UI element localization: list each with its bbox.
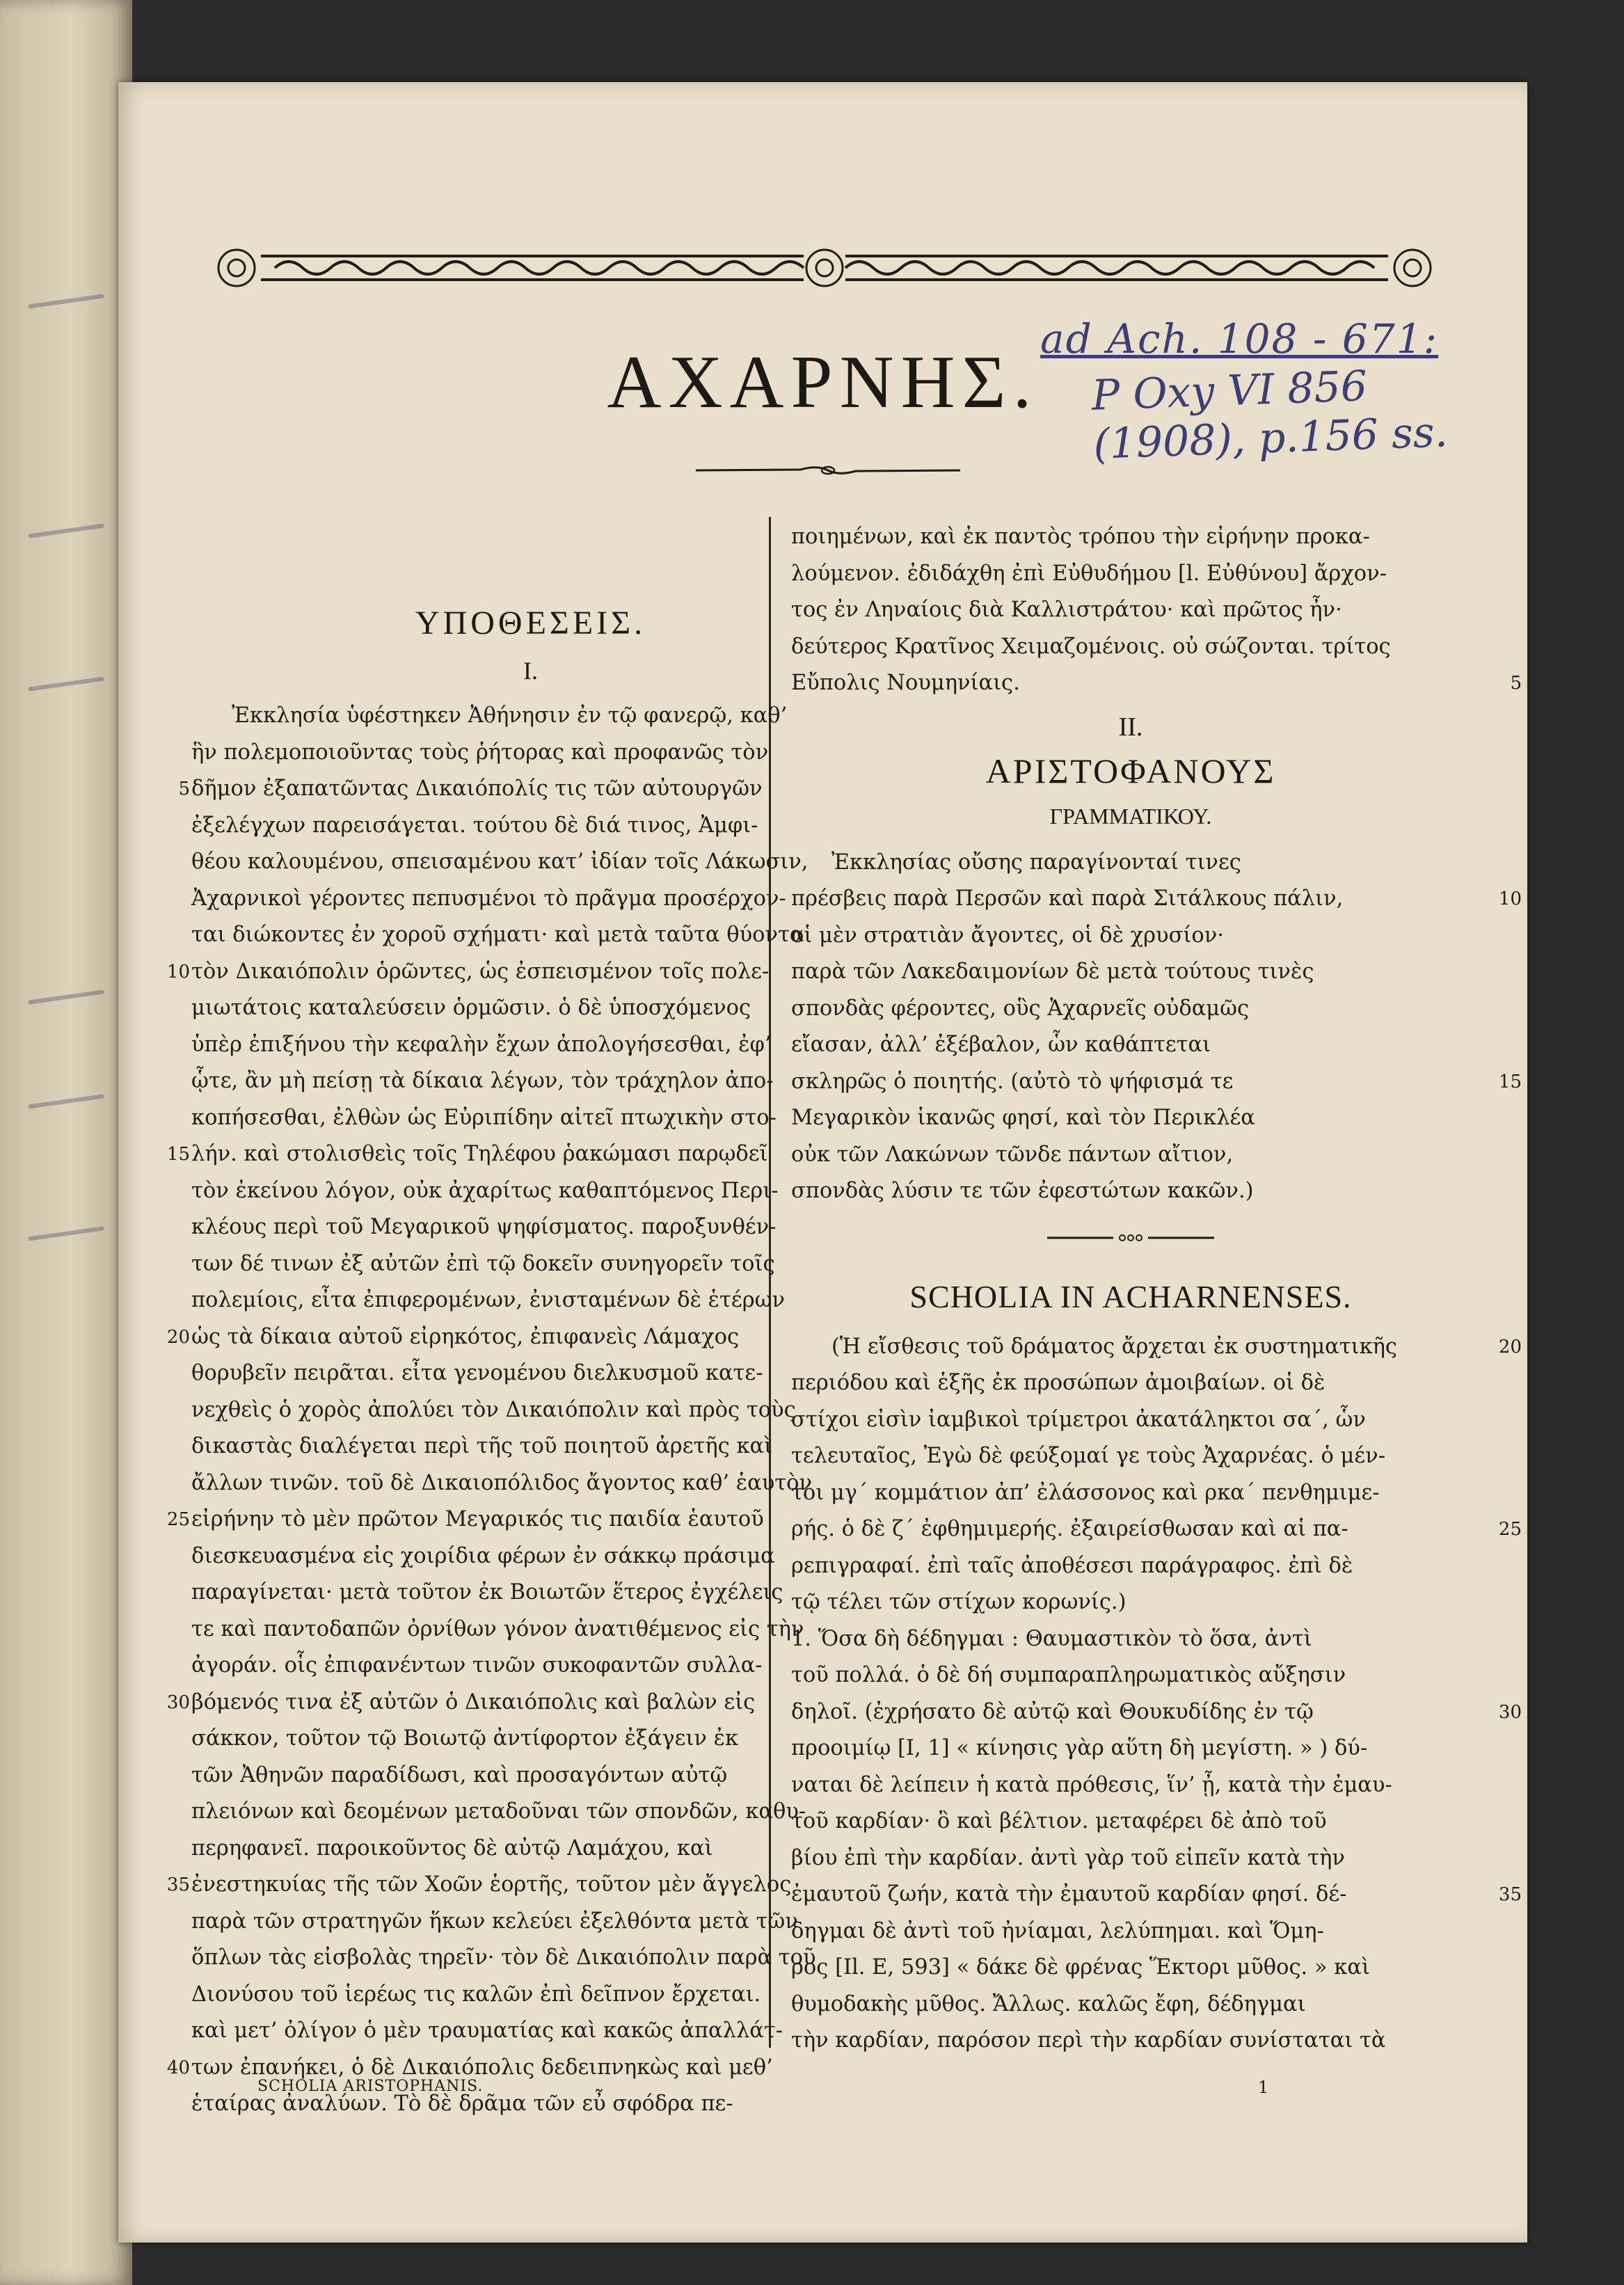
text-line xyxy=(191,1721,821,1758)
line-text: δεύτερος Κρατῖνος Χειμαζομένοις. οὐ σώζονται. τρίτος xyxy=(791,634,1391,659)
line-text: τε καὶ παντοδαπῶν ὀρνίθων γόνον ἀνατιθέμενος εἰς τὴν xyxy=(191,1616,804,1641)
line-text: σκληρῶς ὁ ποιητής. (αὐτὸ τὸ ψήφισμά τε xyxy=(791,1069,1234,1094)
line-text: τῶν Ἀθηνῶν παραδίδωσι, καὶ προσαγόντων αὐτῷ xyxy=(191,1762,728,1788)
text-line xyxy=(166,954,821,991)
left-column xyxy=(166,513,821,2123)
line-text: Ἐκκλησίας οὔσης παραγίνονταί τινες xyxy=(831,850,1241,875)
line-text: ὡς τὰ δίκαια αὐτοῦ εἰρηκότος, ἐπιφανεὶς Λάμαχος xyxy=(191,1324,740,1349)
handwritten-note: P Oxy VI 856 (1908), p.156 ss. xyxy=(1090,362,1449,469)
line-text: θυμοδακὴς μῦθος. Ἄλλως. καλῶς ἔφη, δέδηγμαι xyxy=(791,1991,1306,2016)
text-line xyxy=(791,1913,1486,1950)
line-text: κοπήσεσθαι, ἐλθὼν ὡς Εὐριπίδην αἰτεῖ πτωχικὴν στο- xyxy=(191,1105,777,1130)
text-line xyxy=(791,881,1522,918)
text-line xyxy=(191,1355,821,1392)
text-line xyxy=(191,1648,821,1685)
line-text: τὴν καρδίαν, παρόσον περὶ τὴν καρδίαν συνίσταται τὰ xyxy=(791,2028,1386,2053)
line-text: ται διώκοντες ἐν χοροῦ σχήματι· καὶ μετὰ ταῦτα θύοντα xyxy=(191,923,804,947)
line-text: παρὰ τῶν Λακεδαιμονίων δὲ μετὰ τούτους τινὲς xyxy=(791,960,1314,984)
line-text: τὸν Δικαιόπολιν ὁρῶντες, ὡς ἐσπεισμένον τοῖς πολε- xyxy=(191,959,770,984)
line-text: περηφανεῖ. παροικοῦντος δὲ αὐτῷ Λαμάχου, καὶ xyxy=(191,1836,713,1861)
text-line xyxy=(791,1694,1522,1731)
text-line xyxy=(791,519,1486,556)
hypothesis-continued xyxy=(776,519,1522,702)
line-text: πολεμίοις, εἶτα ἐπιφερομένων, ἐνισταμένων δὲ ἑτέρων xyxy=(191,1288,786,1312)
line-number: 35 xyxy=(166,1874,190,1895)
page-title: ΑΧΑΡΝΗΣ. xyxy=(607,341,1039,424)
line-text: Μεγαρικὸν ἱκανῶς φησί, καὶ τὸν Περικλέα xyxy=(791,1106,1255,1130)
line-number: 40 xyxy=(166,2057,190,2078)
line-text: των ἐπανήκει, ὁ δὲ Δικαιόπολις δεδειπνηκὼς καὶ μεθ’ xyxy=(191,2055,773,2080)
handwritten-note: ad Ach. 108 - 671: xyxy=(1040,315,1439,363)
line-number: 25 xyxy=(1498,1519,1522,1540)
line-text: καὶ μετ’ ὀλίγον ὁ μὲν τραυματίας καὶ κακῶς ἀπαλλάτ- xyxy=(191,2019,783,2043)
line-text: ἑταίρας ἀναλύων. Τὸ δὲ δρᾶμα τῶν εὖ σφόδρα πε- xyxy=(191,2092,733,2116)
margin-mark xyxy=(28,1094,104,1108)
text-line xyxy=(791,1804,1486,1840)
text-line xyxy=(191,1282,821,1319)
text-line xyxy=(791,1657,1486,1694)
text-line xyxy=(166,1502,821,1538)
text-line xyxy=(791,1877,1522,1913)
text-line xyxy=(791,556,1486,593)
section-heading: ΥΠΟΘΕΣΕΙΣ. xyxy=(415,605,646,642)
text-line xyxy=(191,1977,821,2014)
line-text: Διονύσου τοῦ ἱερέως τις καλῶν ἐπὶ δεῖπνον ἔρχεται. xyxy=(191,1982,761,2007)
text-line xyxy=(791,1365,1486,1402)
text-line xyxy=(191,1027,821,1064)
line-text: ἐμαυτοῦ ζωήν, κατὰ τὴν ἐμαυτοῦ καρδίαν φησί. δέ- xyxy=(791,1882,1347,1906)
line-text: νεχθεὶς ὁ χορὸς ἀπολύει τὸν Δικαιόπολιν καὶ πρὸς τοὺς xyxy=(191,1397,796,1422)
text-line xyxy=(791,1100,1486,1137)
text-line xyxy=(191,1209,821,1246)
line-text: Ἀχαρνικοὶ γέροντες πεπυσμένοι τὸ πρᾶγμα προσέρχον- xyxy=(191,886,786,911)
text-line xyxy=(791,1621,1486,1658)
line-text: ὅπλων τὰς εἰσβολὰς τηρεῖν· τὸν δὲ Δικαιόπολιν παρὰ τοῦ xyxy=(191,1945,816,1970)
line-text: ποιημένων, καὶ ἐκ παντὸς τρόπου τὴν εἰρήνην προκα- xyxy=(791,525,1370,549)
line-text: παρὰ τῶν στρατηγῶν ἥκων κελεύει ἐξελθόντα μετὰ τῶν xyxy=(191,1909,798,1934)
line-text: Ἐκκλησία ὑφέστηκεν Ἀθήνησιν ἐν τῷ φανερῷ, καθ’ xyxy=(232,703,788,728)
line-number: 5 xyxy=(178,779,190,799)
title-rule xyxy=(696,463,960,477)
text-line xyxy=(791,1475,1486,1512)
line-text: περιόδου καὶ ἑξῆς ἐκ προσώπων ἀμοιβαίων. οἱ δὲ xyxy=(791,1371,1326,1395)
line-text: εἴασαν, ἀλλ’ ἐξέβαλον, ὧν καθάπτεται xyxy=(791,1033,1211,1057)
verse-argument xyxy=(776,845,1522,1210)
margin-mark xyxy=(28,523,104,538)
line-text: οἱ μὲν στρατιὰν ἄγοντες, οἱ δὲ χρυσίον· xyxy=(791,923,1224,948)
right-column xyxy=(776,519,1522,2060)
ornamental-border xyxy=(212,244,1437,292)
line-number: 5 xyxy=(1510,673,1522,694)
text-line xyxy=(191,917,821,954)
text-line xyxy=(191,881,821,918)
scholia-heading: SCHOLIA IN ACHARNENSES. xyxy=(909,1278,1352,1314)
line-text: ὑπὲρ ἐπιξήνου τὴν κεφαλὴν ἔχων ἀπολογήσεσθαι, ἐφ’ xyxy=(191,1032,772,1057)
text-line xyxy=(191,1173,821,1210)
text-line xyxy=(791,592,1486,629)
text-line xyxy=(191,1940,821,1977)
text-line xyxy=(191,1538,821,1575)
text-line xyxy=(191,1575,821,1611)
text-line xyxy=(191,1246,821,1283)
text-line xyxy=(191,1063,821,1100)
line-text: τοῦ πολλά. ὁ δὲ δή συμπαραπληρωματικὸς αὔξησιν xyxy=(791,1663,1346,1687)
line-text: ρεπιγραφαί. ἐπὶ ταῖς ἀποθέσεσι παράγραφος. ἐπὶ δὲ xyxy=(791,1553,1353,1578)
margin-mark xyxy=(28,676,104,691)
signature-mark: 1 xyxy=(1258,2078,1269,2097)
line-text: ρής. ὁ δὲ ζ΄ ἐφθημιμερής. ἐξαιρείσθωσαν καὶ αἱ πα- xyxy=(791,1517,1348,1541)
line-text: των δέ τινων ἐξ αὐτῶν ἐπὶ τῷ δοκεῖν συνηγορεῖν τοῖς xyxy=(191,1251,775,1276)
line-text: θέου καλουμένου, σπεισαμένου κατ’ ἰδίαν τοῖς Λάκωσιν, xyxy=(191,850,809,874)
section-heading: ΑΡΙΣΤΟΦΑΝΟΥΣ xyxy=(985,751,1276,790)
line-text: θορυβεῖν πειρᾶται. εἶτα γενομένου διελκυσμοῦ κατε- xyxy=(191,1361,763,1385)
text-line xyxy=(791,954,1486,991)
scholia-text xyxy=(776,1329,1522,2060)
line-text: βόμενός τινα ἐξ αὐτῶν ὁ Δικαιόπολις καὶ βαλὼν εἰς xyxy=(191,1689,756,1714)
text-line xyxy=(791,1950,1486,1987)
line-number: 30 xyxy=(166,1691,190,1713)
text-line xyxy=(791,1511,1522,1548)
text-line xyxy=(191,1428,821,1465)
line-text: σάκκον, τοῦτον τῷ Βοιωτῷ ἀντίφορτον ἐξάγειν ἐκ xyxy=(191,1726,739,1751)
line-text: (Ἡ εἴσθεσις τοῦ δράματος ἄρχεται ἐκ συστηματικῆς xyxy=(831,1334,1398,1359)
text-line xyxy=(191,990,821,1027)
line-text: τελευταῖος, Ἐγὼ δὲ φεύξομαί γε τοὺς Ἀχαρνέας. ὁ μέν- xyxy=(791,1444,1386,1468)
line-text: δῆμον ἐξαπατῶντας Δικαιόπολίς τις τῶν αὐτουργῶν xyxy=(191,777,763,801)
line-text: πλειόνων καὶ δεομένων μεταδοῦναι τῶν σπονδῶν, καθυ- xyxy=(191,1799,806,1824)
text-line xyxy=(791,1584,1486,1621)
line-text: σπονδὰς λύσιν τε τῶν ἐφεστώτων κακῶν.) xyxy=(791,1179,1254,1203)
text-line xyxy=(791,1173,1486,1210)
line-text: δηγμαι δὲ ἀντὶ τοῦ ἠνίαμαι, λελύπημαι. καὶ Ὅμη- xyxy=(791,1918,1324,1943)
text-line xyxy=(191,1904,821,1941)
text-line xyxy=(791,2023,1486,2060)
line-text: εἰρήνην τὸ μὲν πρῶτον Μεγαρικός τις παιδία ἑαυτοῦ xyxy=(191,1507,764,1531)
text-line xyxy=(791,1730,1486,1767)
line-text: ἣν πολεμοποιοῦντας τοὺς ῥήτορας καὶ προφανῶς τὸν xyxy=(191,740,769,765)
text-line xyxy=(191,1465,821,1502)
line-number: 10 xyxy=(1498,889,1522,909)
text-line xyxy=(791,1987,1486,2023)
line-text: βίου ἐπὶ τὴν καρδίαν. ἀντὶ γὰρ τοῦ εἰπεῖν κατὰ τὴν xyxy=(791,1845,1345,1870)
text-line xyxy=(791,845,1486,882)
text-line xyxy=(191,735,821,772)
text-line xyxy=(791,1064,1522,1101)
section-rule xyxy=(1047,1231,1214,1245)
text-line xyxy=(791,918,1486,955)
line-text: ἄλλων τινῶν. τοῦ δὲ Δικαιοπόλιδος ἄγοντος καθ’ ἑαυτὸν xyxy=(191,1470,813,1495)
text-line xyxy=(791,1402,1486,1439)
line-text: τοῦ καρδίαν· ὃ καὶ βέλτιον. μεταφέρει δὲ ἀπὸ τοῦ xyxy=(791,1809,1327,1833)
previous-page-edge xyxy=(0,0,132,2285)
line-text: δικαστὰς διαλέγεται περὶ τῆς τοῦ ποιητοῦ ἀρετῆς καὶ xyxy=(191,1434,773,1458)
text-line xyxy=(166,1319,821,1356)
text-line xyxy=(166,1136,821,1173)
text-line xyxy=(191,2013,821,2050)
text-line xyxy=(178,771,821,808)
text-line xyxy=(166,1867,821,1904)
book-page xyxy=(118,82,1527,2243)
signature-footer: SCHOLIA ARISTOPHANIS. xyxy=(257,2078,484,2095)
line-number: 20 xyxy=(1498,1336,1522,1358)
line-number: 15 xyxy=(166,1144,190,1165)
line-text: λήν. καὶ στολισθεὶς τοῖς Τηλέφου ῥακώμασι παρῳδεῖ xyxy=(191,1142,768,1166)
line-text: ἀγοράν. οἷς ἐπιφανέντων τινῶν συκοφαντῶν συλλα- xyxy=(191,1653,763,1678)
text-line xyxy=(791,1840,1486,1877)
line-text: οὐκ τῶν Λακώνων τῶνδε πάντων αἴτιον, xyxy=(791,1142,1234,1167)
line-number: 10 xyxy=(166,961,190,982)
line-text: τος ἐν Ληναίοις διὰ Καλλιστράτου· καὶ πρῶτος ἦν· xyxy=(791,598,1342,622)
line-text: ρος [Il. E, 593] « δάκε δὲ φρένας Ἕκτορι μῦθος. » καὶ xyxy=(791,1955,1370,1980)
line-text: λούμενον. ἐδιδάχθη ἐπὶ Εὐθυδήμου [l. Εὐθύνου] ἄρχον- xyxy=(791,561,1387,586)
text-line xyxy=(791,629,1486,666)
hypothesis-text xyxy=(166,698,821,2123)
text-line xyxy=(791,1137,1486,1174)
line-text: 1. Ὅσα δὴ δέδηγμαι : Θαυμαστικὸν τὸ ὅσα, ἀντὶ xyxy=(791,1626,1312,1651)
section-number: I. xyxy=(523,657,538,685)
margin-mark xyxy=(28,294,104,308)
text-line xyxy=(191,698,821,735)
margin-mark xyxy=(28,989,104,1004)
text-line xyxy=(791,991,1486,1028)
text-line xyxy=(191,1831,821,1868)
section-number: II. xyxy=(1118,712,1143,742)
text-line xyxy=(191,1794,821,1831)
text-line xyxy=(191,844,821,881)
line-text: ναται δὲ λείπειν ἡ κατὰ πρόθεσις, ἵν’ ᾖ, κατὰ τὴν ἐμαυ- xyxy=(791,1772,1392,1797)
text-line xyxy=(791,1767,1486,1804)
section-subheading: ΓΡΑΜΜΑΤΙΚΟΥ. xyxy=(1049,803,1212,829)
line-text: παραγίνεται· μετὰ τοῦτον ἐκ Βοιωτῶν ἕτερος ἐγχέλεις xyxy=(191,1580,783,1605)
text-line xyxy=(791,1548,1486,1585)
line-text: τὸν ἐκείνου λόγον, οὐκ ἀχαρίτως καθαπτόμενος Περι- xyxy=(191,1178,779,1203)
line-number: 30 xyxy=(1498,1701,1522,1723)
text-line xyxy=(191,1611,821,1648)
line-number: 15 xyxy=(1498,1071,1522,1092)
line-text: Εὔπολις Νουμηνίαις. xyxy=(791,671,1020,695)
line-number: 25 xyxy=(166,1509,190,1530)
text-line xyxy=(791,665,1522,702)
line-text: ἐξελέγχων παρεισάγεται. τούτου δὲ διά τινος, Ἀμφι- xyxy=(191,813,758,838)
text-line xyxy=(191,1758,821,1794)
line-text: ᾧτε, ἂν μὴ πείσῃ τὰ δίκαια λέγων, τὸν τράχηλον ἀπο- xyxy=(191,1069,774,1093)
line-text: μιωτάτοις καταλεύσειν ὁρμῶσιν. ὁ δὲ ὑποσχόμενος xyxy=(191,996,751,1020)
line-text: πρέσβεις παρὰ Περσῶν καὶ παρὰ Σιτάλκους πάλιν, xyxy=(791,886,1344,911)
line-text: διεσκευασμένα εἰς χοιρίδια φέρων ἐν σάκκῳ πράσιμα xyxy=(191,1543,775,1568)
line-text: τῷ τέλει τῶν στίχων κορωνίς.) xyxy=(791,1590,1127,1614)
text-line xyxy=(791,1329,1522,1366)
text-line xyxy=(166,1685,821,1721)
text-line xyxy=(191,808,821,845)
line-text: τοι μγ΄ κομμάτιον ἀπ’ ἐλάσσονος καὶ ρκα΄ πενθημιμε- xyxy=(791,1480,1380,1505)
margin-mark xyxy=(28,1226,104,1241)
line-text: ἐνεστηκυίας τῆς τῶν Χοῶν ἑορτῆς, τοῦτον μὲν ἄγγελος xyxy=(191,1872,792,1897)
line-text: στίχοι εἰσὶν ἰαμβικοὶ τρίμετροι ἀκατάληκτοι σα΄, ὧν xyxy=(791,1407,1366,1432)
text-line xyxy=(791,1438,1486,1475)
text-line xyxy=(191,1100,821,1137)
text-line xyxy=(191,1392,821,1429)
line-text: δηλοῖ. (ἐχρήσατο δὲ αὐτῷ καὶ Θουκυδίδης ἐν τῷ xyxy=(791,1699,1314,1724)
line-text: σπονδὰς φέροντες, οὓς Ἀχαρνεῖς οὐδαμῶς xyxy=(791,996,1250,1021)
line-number: 35 xyxy=(1498,1884,1522,1905)
line-text: προοιμίῳ [I, 1] « κίνησις γὰρ αὕτη δὴ μεγίστη. » ) δύ- xyxy=(791,1736,1368,1760)
line-text: κλέους περὶ τοῦ Μεγαρικοῦ ψηφίσματος. παροξυνθέν- xyxy=(191,1215,777,1239)
line-number: 20 xyxy=(166,1326,190,1348)
text-line xyxy=(791,1027,1486,1064)
